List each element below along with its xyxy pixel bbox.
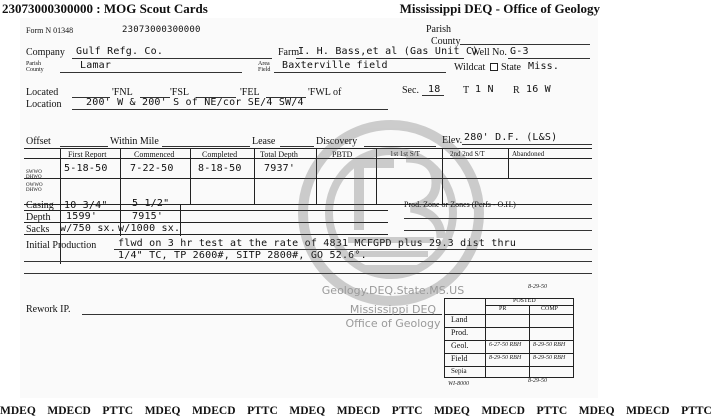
sec-underline [422,95,444,96]
posted-bottom-note: 8-29-50 [528,378,547,384]
header-1st-st: 1st 1st S/T [390,150,420,158]
row-labels-small: SWWO DHWO [26,170,42,180]
api-number: 23073000300000 [122,25,201,35]
r-value: 16 W [526,84,551,95]
posted-note-geol-pr: 6-27-50 RBH [489,342,522,348]
posted-note-geol-comp: 8-29-50 RBH [533,342,566,348]
header-first-report: First Report [68,150,107,159]
row-labels-small-2: OWWO DHWO [26,183,43,193]
fnl-label: 'FNL [112,87,133,98]
lease-label: Lease [252,136,276,147]
header-total-depth: Total Depth [260,150,298,159]
posted-note-field-pr: 8-29-50 RBH [489,355,522,361]
depth-label: Depth [26,212,51,223]
elev-label: Elev. [442,135,463,146]
table-col-line [508,148,509,178]
location-value: 200' W & 200' S of NE/cor SE/4 SW/4 [86,97,304,108]
elev-value: 280' D.F. (L&S) [464,132,558,143]
sec-value: 18 [428,84,441,95]
fwl-label: 'FWL of [308,87,342,98]
document-title: 23073000300000 : MOG Scout Cards [2,1,208,16]
sacks-value-2: w/1000 sx. [118,223,181,234]
posted-note-field-comp: 8-29-50 RBH [533,355,566,361]
state-value: Miss. [528,61,560,72]
footer-item: PTTC [247,405,278,417]
farm-value: I. H. Bass,et al (Gas Unit C) [298,46,479,57]
t-label: T [463,85,470,96]
company-underline [72,58,272,59]
posted-row-prod: Prod. [451,328,469,337]
within-mile-label: Within Mile [110,136,159,147]
watermark-url: Geology.DEQ.State.MS.US [321,284,465,297]
located-label: Located [26,87,59,98]
r-label: R [513,85,520,96]
agency-title: Mississippi DEQ - Office of Geology [399,1,600,16]
footer-item: MDECD [481,405,525,417]
casing-label: Casing [26,200,54,211]
farm-label: Farm [278,47,300,58]
t-value: 1 N [475,84,494,95]
fel-label: 'FEL [240,87,260,98]
footer-item: PTTC [681,405,712,417]
depth-value-2: 7915' [132,211,164,222]
prod-zone-label: Prod. Zone or Zones (Perfs - O.H.) [404,200,516,209]
depth-value-1: 1599' [66,211,98,222]
commenced-value: 7-22-50 [130,163,174,174]
rework-label: Rework IP. [26,304,71,315]
footer-item: PTTC [536,405,568,417]
well-no-underline [508,58,590,59]
field-underline [274,72,446,73]
footer-item: MDEQ [144,405,181,417]
company-value: Gulf Refg. Co. [76,46,164,57]
parish-county-value: Lamar [80,60,112,71]
parish-underline [60,72,242,73]
footer-item: MDECD [336,405,381,417]
area-field-small-label: Area Field [258,61,271,73]
wi-note: WI-8000 [448,381,469,387]
footer-item: MDEQ [289,405,326,417]
wildcat-checkbox [490,63,498,71]
posted-row-land: Land [451,315,468,324]
county-underline [460,44,590,45]
footer-item: MDEQ [578,405,615,417]
parish-county-small-label: Parish County [26,61,44,73]
first-report-value: 5-18-50 [64,163,108,174]
posted-row-field: Field [451,354,468,363]
field-value: Baxterville field [282,60,388,71]
location-label: Location [26,99,62,110]
wildcat-label: Wildcat [454,62,486,73]
county-label: County [431,36,461,47]
footer-item: MDECD [192,405,236,417]
posted-row-geol: Geol. [451,341,469,350]
table-col-line [190,148,191,204]
header-pbtd: PBTD [332,150,353,159]
header-commenced: Commenced [134,150,175,159]
footer-banner [0,399,712,417]
posted-label: POSTED [513,298,536,304]
header-2nd-st: 2nd 2nd S/T [450,150,485,158]
mdeq-watermark-logo [296,118,486,308]
watermark-line-2: Mississippi DEQ [349,303,437,316]
state-label: State [501,62,521,73]
offset-underline [60,146,108,147]
completed-value: 8-18-50 [198,163,242,174]
sec-label: Sec. [402,85,419,96]
posted-col-comp: COMP [541,306,559,312]
company-label: Company [26,47,65,58]
table-col-line [120,148,121,204]
well-no-label: Well No. [471,47,507,58]
header-abandoned: Abandoned [512,150,545,158]
farm-underline [296,58,464,59]
sacks-value-1: w/750 sx. [60,223,116,234]
total-depth-value: 7937' [264,163,296,174]
header-completed: Completed [202,150,238,159]
watermark-line-3: Office of Geology [345,317,441,330]
initial-production-label: Initial Production [26,240,97,251]
location-underline [72,109,388,110]
parish-label: Parish [426,24,451,35]
footer-item: PTTC [391,405,423,417]
table-col-line [254,148,255,204]
form-number: Form N 01348 [26,26,74,35]
mile-underline [162,146,250,147]
initial-production-line-1: flwd on 3 hr test at the rate of 4831 MCFGPD plus 29.3 dist thru [118,238,517,249]
footer-item: MDEQ [0,405,36,417]
well-no-value: G-3 [510,46,529,57]
footer-item: PTTC [102,405,134,417]
footer-item: MDECD [626,405,670,417]
footer-item: MDECD [47,405,91,417]
footer-item: MDEQ [434,405,470,417]
casing-value-1: 10 3/4" [64,200,108,211]
casing-value-2: 5 1/2" [132,198,170,209]
discovery-label: Discovery [316,136,358,147]
offset-label: Offset [26,136,51,147]
posted-col-pr: PR [499,306,507,312]
sacks-label: Sacks [26,224,50,235]
title-bar [0,0,604,20]
initial-production-line-2: 1/4" TC, TP 2600#, SITP 2800#, GO 52.6°. [118,250,367,261]
posted-row-sepia: Sepia [451,367,467,375]
fsl-label: 'FSL [170,87,190,98]
posted-top-note: 8-29-50 [528,284,547,290]
